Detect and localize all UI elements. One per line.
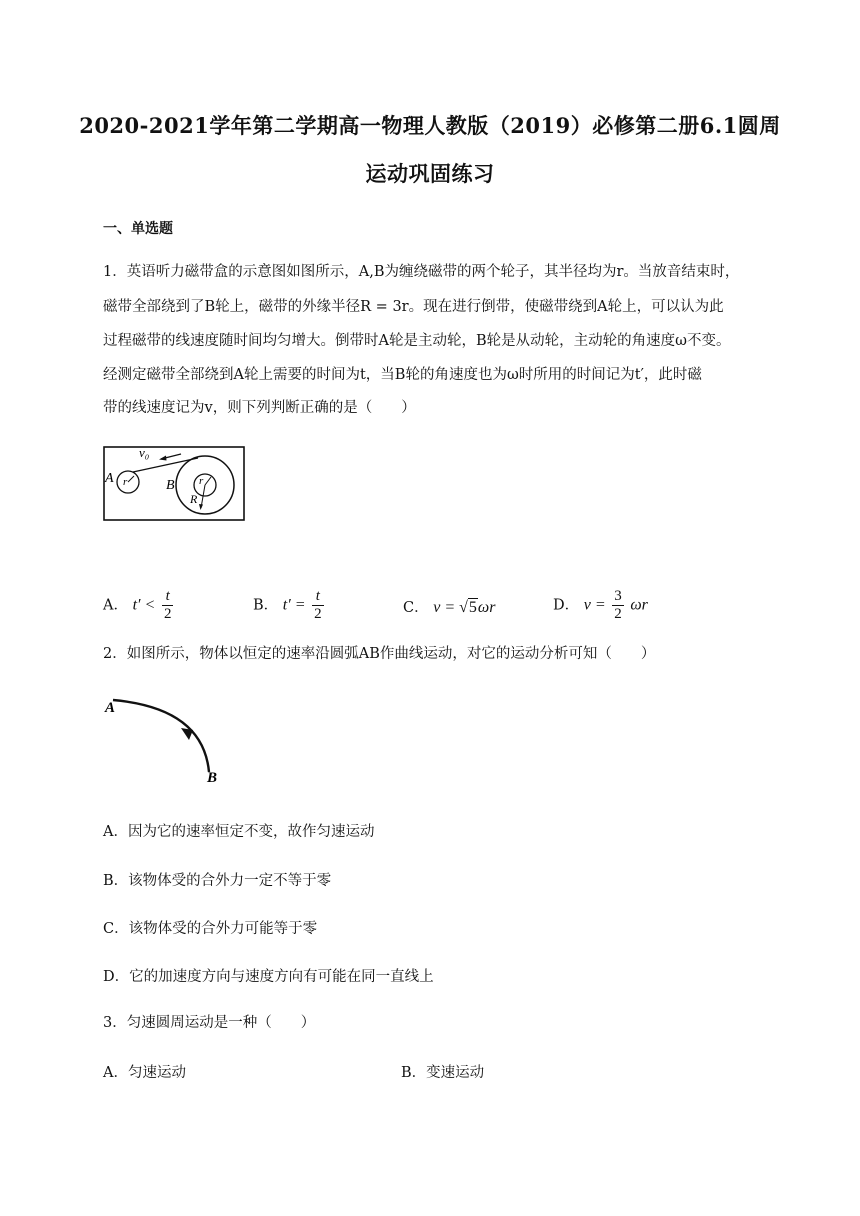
q1-option-a-label: A． [103,597,128,614]
question-2-number: 2． [103,646,127,662]
q1-option-c[interactable]: C． v = √5ωr [403,599,496,616]
figure2-label-a: A [105,700,116,716]
q1-option-c-label: C． [403,600,429,616]
question-3-text: 匀速圆周运动是一种（ ） [126,1015,316,1031]
q2-option-d[interactable]: D．它的加速度方向与速度方向有可能在同一直线上 [103,969,434,985]
q1-option-d-numerator: 3 [614,588,622,604]
section-heading: 一、单选题 [103,221,173,237]
question-1-line-4: 经测定磁带全部绕到A轮上需要的时间为t，当B轮的角速度也为ω时所用的时间记为t′，此时磁 [103,367,702,383]
question-1-number: 1． [103,264,127,280]
q3-option-b[interactable]: B．变速运动 [401,1065,485,1081]
cassette-figure [103,446,245,522]
question-1-line-1 [103,262,739,282]
question-1-line-5: 带的线速度记为v，则下列判断正确的是（ ） [103,400,416,416]
figure1-label-big-r: R [190,492,198,506]
q1-option-a-denominator: 2 [163,606,172,622]
figure1-label-r-b: r [199,475,204,487]
q2-option-c[interactable]: C．该物体受的合外力可能等于零 [103,921,318,937]
q1-option-a[interactable] [103,588,175,623]
q1-option-c-rhs: ωr [477,599,496,616]
figure2-label-b: B [207,770,218,786]
question-3-text-line [103,1013,315,1033]
q2-option-b[interactable]: B．该物体受的合外力一定不等于零 [103,873,332,889]
q1-option-c-radicand: 5 [468,599,477,616]
q1-option-a-fraction [162,588,174,623]
figure1-label-b: B [166,478,175,493]
arc-figure [103,688,223,788]
q1-option-b-numerator: t [312,588,324,606]
figure1-label-v0: v₀ [139,446,150,460]
q1-option-d-label: D． [553,597,580,614]
question-1-text-1: 英语听力磁带盒的示意图如图所示，A,B为缠绕磁带的两个轮子，其半径均为r。当放音结束时， [126,264,740,280]
question-2-text-line [103,644,655,664]
q1-option-d[interactable] [553,588,648,623]
question-3-number: 3． [103,1015,127,1031]
q3-option-a[interactable]: A．匀速运动 [103,1065,186,1081]
q1-option-b-label: B． [253,597,279,614]
document-title-line1: 2020-2021学年第二学期高一物理人教版（2019）必修第二册6.1圆周 [79,113,781,138]
q1-option-d-rhs: ωr [630,596,648,614]
q1-option-c-lhs: v = [433,599,460,616]
q1-option-d-lhs: v = [583,596,606,614]
question-1-line-3: 过程磁带的线速度随时间均匀增大。倒带时A轮是主动轮，B轮是从动轮，主动轮的角速度ω不变。 [103,333,731,349]
document-title-line2: 运动巩固练习 [365,161,495,186]
q1-option-a-lhs: t′ < [132,596,156,614]
q1-option-d-denominator: 2 [614,606,622,622]
figure1-label-a: A [105,471,114,486]
q1-option-b-fraction [312,588,324,623]
q1-option-d-fraction [612,588,624,623]
q1-option-b-lhs: t′ = [282,596,306,614]
q2-option-a[interactable]: A．因为它的速率恒定不变，故作匀速运动 [103,824,375,840]
q1-option-a-numerator: t [162,588,174,606]
question-2-text: 如图所示，物体以恒定的速率沿圆弧AB作曲线运动，对它的运动分析可知（ ） [126,646,656,662]
q1-option-b-denominator: 2 [314,606,322,622]
question-1-line-2: 磁带全部绕到了B轮上，磁带的外缘半径R = 3r。现在进行倒带，使磁带绕到A轮上，可以认为此 [103,299,724,315]
figure1-label-r-a: r [123,476,128,488]
q1-option-b[interactable] [253,588,326,623]
